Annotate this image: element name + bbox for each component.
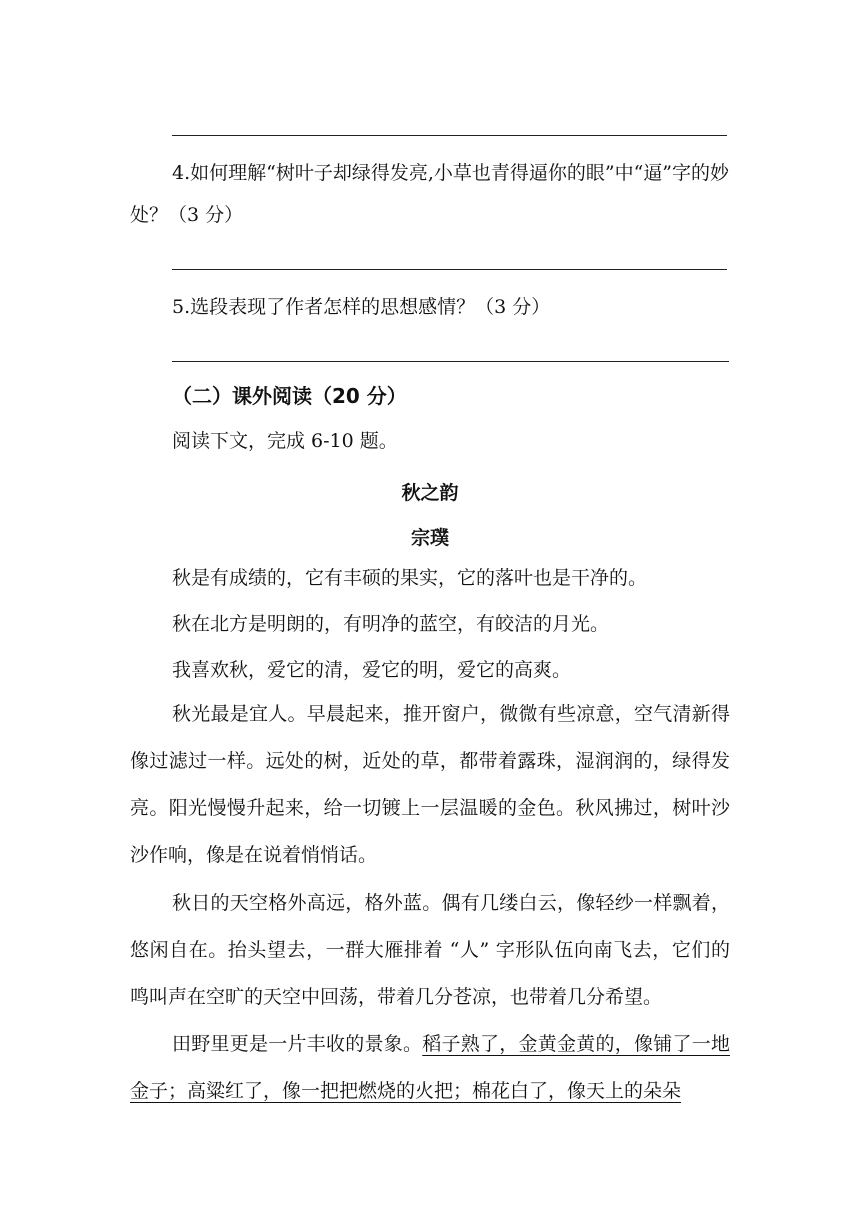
answer-line-3 xyxy=(172,135,727,136)
paragraph-6 xyxy=(130,1021,730,1115)
question-5-text: 5.选段表现了作者怎样的思想感情？（3 分） xyxy=(172,296,551,318)
paragraph-2: 秋在北方是明朗的，有明净的蓝空，有皎洁的月光。 xyxy=(172,613,610,635)
question-4 xyxy=(130,152,730,236)
paragraph-6-underlined: 稻子熟了，金黄金黄的，像铺了一地金子；高粱红了，像一把把燃烧的火把；棉花白了，像天上的朵朵 xyxy=(130,1033,730,1102)
article-author: 宗璞 xyxy=(410,527,449,549)
section-heading: （二）课外阅读（20 分） xyxy=(172,384,407,408)
paragraph-1: 秋是有成绩的，它有丰硕的果实，它的落叶也是干净的。 xyxy=(172,567,648,589)
article-title: 秋之韵 xyxy=(401,482,459,504)
paragraph-5: 秋日的天空格外高远，格外蓝。偶有几缕白云，像轻纱一样飘着，悠闲自在。抬头望去，一群大雁排着 “人” 字形队伍向南飞去，它们的鸣叫声在空旷的天空中回荡，带着几分苍凉，也带着几分希望。 xyxy=(130,892,730,1008)
answer-line-4 xyxy=(172,269,727,270)
answer-line-5 xyxy=(172,361,729,362)
question-4-text: 4.如何理解“树叶子却绿得发亮,小草也青得逼你的眼”中“逼”字的妙处？（3 分） xyxy=(130,162,730,226)
paragraph-3: 我喜欢秋，爱它的清，爱它的明，爱它的高爽。 xyxy=(172,659,572,681)
paragraph-4: 秋光最是宜人。早晨起来，推开窗户，微微有些凉意，空气清新得像过滤过一样。远处的树，近处的草，都带着露珠，湿润润的，绿得发亮。阳光慢慢升起来，给一切镀上一层温暖的金色。秋风拂过，树叶沙沙作响，像是在说着悄悄话。 xyxy=(130,703,730,866)
paragraph-6-lead: 田野里更是一片丰收的景象。 xyxy=(172,1033,423,1055)
reading-instruction: 阅读下文，完成 6-10 题。 xyxy=(172,430,398,452)
question-5 xyxy=(130,286,730,328)
